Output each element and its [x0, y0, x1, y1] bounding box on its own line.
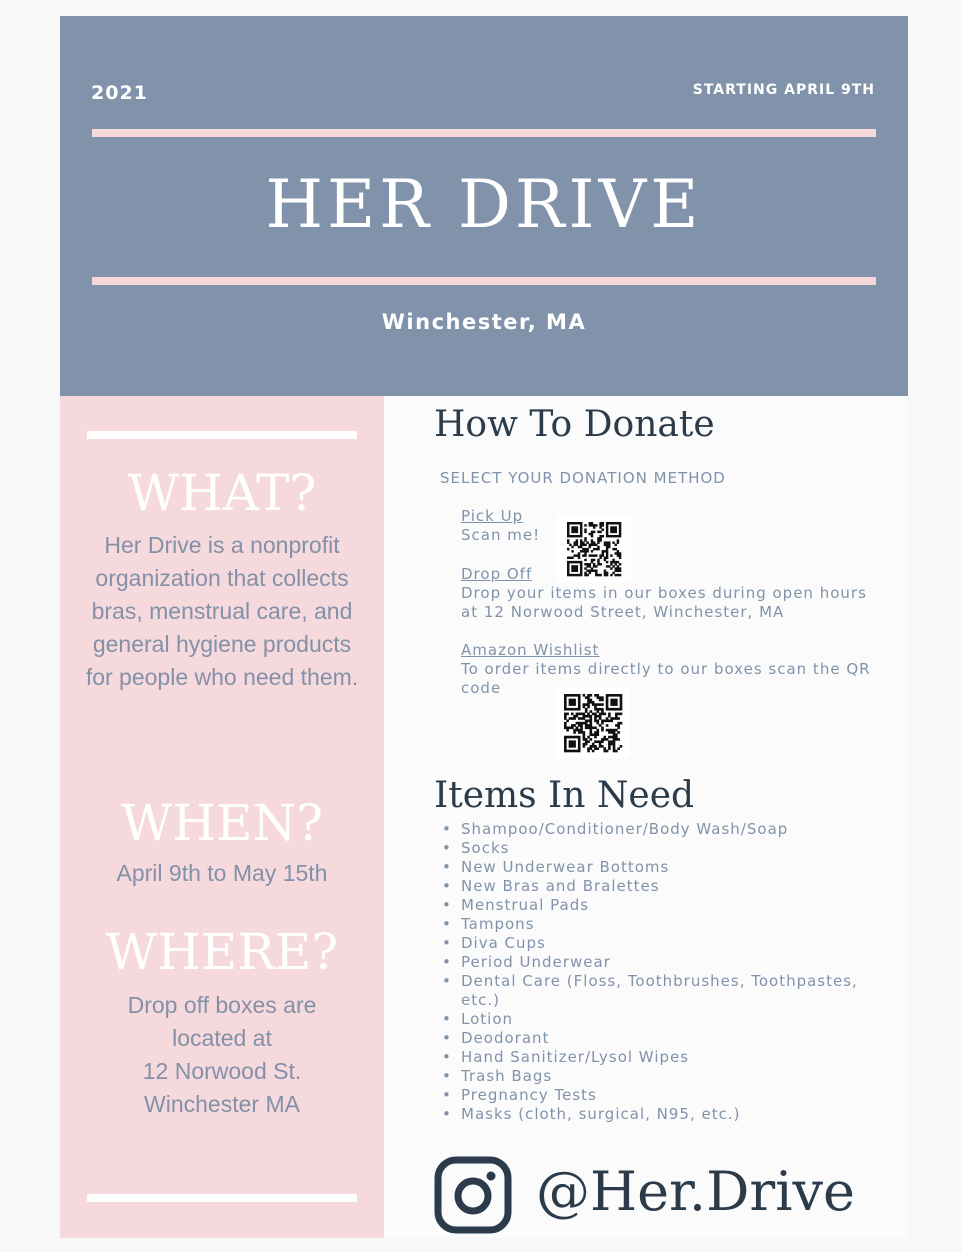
dropoff-text-line1: Drop your items in our boxes during open hours	[461, 584, 867, 602]
amazon-qr-code[interactable]	[556, 688, 630, 758]
items-list	[440, 820, 900, 1124]
header-banner	[60, 16, 908, 396]
where-line: located at	[172, 1025, 272, 1051]
what-heading: WHAT?	[127, 464, 317, 522]
amazon-wishlist-link[interactable]: Amazon Wishlist	[461, 641, 600, 659]
pickup-link[interactable]: Pick Up	[461, 507, 524, 525]
where-line: Drop off boxes are	[127, 992, 317, 1018]
list-item: • New Underwear Bottoms	[440, 858, 900, 877]
amazon-text-line2: code	[461, 679, 502, 697]
info-sidebar	[60, 396, 384, 1238]
instagram-handle[interactable]: @Her.Drive	[536, 1160, 855, 1223]
list-item: • Menstrual Pads	[440, 896, 900, 915]
sidebar-divider-top	[87, 431, 357, 439]
pickup-text: Scan me!	[461, 526, 541, 544]
start-date-label: STARTING APRIL 9TH	[692, 82, 875, 98]
where-line: 12 Norwood St.	[142, 1058, 302, 1084]
where-line: Winchester MA	[144, 1091, 300, 1117]
list-item: • Shampoo/Conditioner/Body Wash/Soap	[440, 820, 900, 839]
header-divider-top	[92, 129, 876, 137]
header-divider-bottom	[92, 277, 876, 285]
list-item: • Dental Care (Floss, Toothbrushes, Toothpastes, etc.)	[440, 972, 900, 1010]
donate-subheading: SELECT YOUR DONATION METHOD	[440, 469, 726, 487]
items-heading: Items In Need	[434, 775, 695, 816]
list-item: • Masks (cloth, surgical, N95, etc.)	[440, 1105, 900, 1124]
list-item: • Hand Sanitizer/Lysol Wipes	[440, 1048, 900, 1067]
list-item: • Pregnancy Tests	[440, 1086, 900, 1105]
when-text: April 9th to May 15th	[116, 860, 328, 886]
list-item: • New Bras and Bralettes	[440, 877, 900, 896]
list-item: • Diva Cups	[440, 934, 900, 953]
list-item: • Trash Bags	[440, 1067, 900, 1086]
pickup-qr-code[interactable]	[557, 516, 631, 582]
dropoff-link[interactable]: Drop Off	[461, 565, 533, 583]
when-heading: WHEN?	[120, 794, 324, 852]
list-item: • Tampons	[440, 915, 900, 934]
dropoff-text-line2: at 12 Norwood Street, Winchester, MA	[461, 603, 785, 621]
page-title: HER DRIVE	[265, 166, 703, 243]
list-item: • Period Underwear	[440, 953, 900, 972]
amazon-text-line1: To order items directly to our boxes scan the QR	[461, 660, 871, 678]
instagram-icon[interactable]	[434, 1156, 512, 1234]
what-text: Her Drive is a nonprofit organization that collects bras, menstrual care, and general hygiene products for people who need them.	[85, 532, 359, 690]
list-item: • Lotion	[440, 1010, 900, 1029]
where-text	[78, 989, 366, 1121]
qr-code-icon	[556, 688, 630, 758]
list-item: • Socks	[440, 839, 900, 858]
where-heading: WHERE?	[105, 923, 339, 981]
sidebar-divider-bottom	[87, 1194, 357, 1202]
donate-heading: How To Donate	[434, 404, 715, 445]
qr-code-icon	[557, 516, 631, 582]
year-label: 2021	[91, 82, 148, 104]
location-label: Winchester, MA	[381, 310, 587, 334]
list-item: • Deodorant	[440, 1029, 900, 1048]
